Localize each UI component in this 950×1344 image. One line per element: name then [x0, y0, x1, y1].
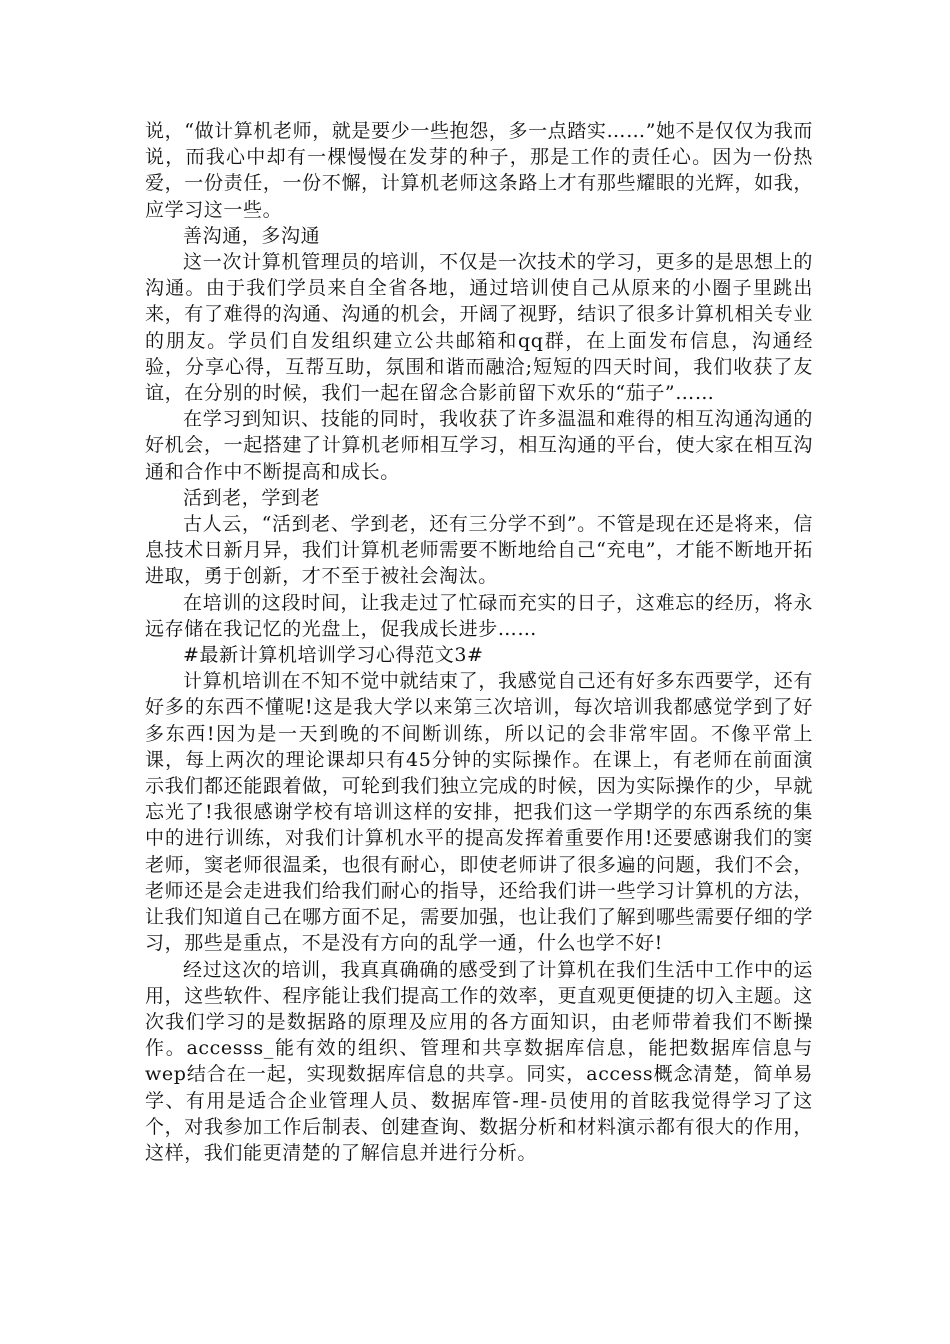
section-heading-lifelong-learning: 活到老，学到老	[183, 486, 321, 509]
paragraph-ancient-saying: 古人云，“活到老、学到老，还有三分学不到”。不管是现在还是将来，信息技术日新月异，我们计算机老师需要不断地给自己“充电”，才能不断地开拓进取，勇于创新，才不至于被社会淘汰。	[145, 513, 813, 588]
paragraph-learning-platform: 在学习到知识、技能的同时，我收获了许多温温和难得的相互沟通沟通的好机会，一起搭建了计算机老师相互学习，相互沟通的平台，使大家在相互沟通和合作中不断提高和成长。	[145, 408, 813, 483]
document-body	[145, 118, 813, 1166]
paragraph-training-ended: 计算机培训在不知不觉中就结束了，我感觉自己还有好多东西要学，还有好多的东西不懂呢!这是我大学以来第三次培训，每次培训我都感觉学到了好多东西!因为是一天到晚的不间断训练，所以记的会非常牢固。不像平常上课，每上两次的理论课却只有45分钟的实际操作。在课上，有老师在前面演示我们都还能跟着做，可轮到我们独立完成的时候，因为实际操作的少，早就忘光了!我很感谢学校有培训这样的安排，把我们这一学期学的东西系统的集中的进行训练，对我们计算机水平的提高发挥着重要作用!还要感谢我们的窦老师，窦老师很温柔，也很有耐心，即使老师讲了很多遍的问题，我们不会，老师还是会走进我们给我们耐心的指导，还给我们讲一些学习计算机的方法，让我们知道自己在哪方面不足，需要加强，也让我们了解到哪些需要仔细的学习，那些是重点，不是没有方向的乱学一通，什么也学不好!	[145, 670, 813, 955]
paragraph-continuation: 说，“做计算机老师，就是要少一些抱怨，多一点踏实……”她不是仅仅为我而说，而我心中却有一棵慢慢在发芽的种子，那是工作的责任心。因为一份热爱，一份责任，一份不懈，计算机老师这条路上才有那些耀眼的光辉，如我，应学习这一些。	[145, 120, 813, 221]
paragraph-training-period: 在培训的这段时间，让我走过了忙碌而充实的日子，这难忘的经历，将永远存储在我记忆的光盘上，促我成长进步……	[145, 591, 813, 640]
paragraph-training-communication: 这一次计算机管理员的培训，不仅是一次技术的学习，更多的是思想上的沟通。由于我们学员来自全省各地，通过培训使自己从原来的小圈子里跳出来，有了难得的沟通、沟通的机会，开阔了视野，结识了很多计算机相关专业的朋友。学员们自发组织建立公共邮箱和qq群，在上面发布信息，沟通经验，分享心得，互帮互助，氛围和谐而融洽;短短的四天时间，我们收获了友谊，在分别的时候，我们一起在留念合影前留下欢乐的“茄子”……	[145, 251, 813, 405]
section-heading-sample-3: #最新计算机培训学习心得范文3#	[183, 644, 484, 667]
paragraph-access-database: 经过这次的培训，我真真确确的感受到了计算机在我们生活中工作中的运用，这些软件、程序能让我们提高工作的效率，更直观更便捷的切入主题。这次我们学习的是数据路的原理及应用的各方面知识，由老师带着我们不断操作。accesss_能有效的组织、管理和共享数据库信息，能把数据库信息与wep结合在一起，实现数据库信息的共享。同实，access概念清楚，简单易学、有用是适合企业管理人员、数据库管-理-员使用的首眩我觉得学习了这个，对我参加工作后制表、创建查询、数据分析和材料演示都有很大的作用，这样，我们能更清楚的了解信息并进行分析。	[145, 958, 813, 1164]
section-heading-communication: 善沟通，多沟通	[183, 224, 321, 247]
